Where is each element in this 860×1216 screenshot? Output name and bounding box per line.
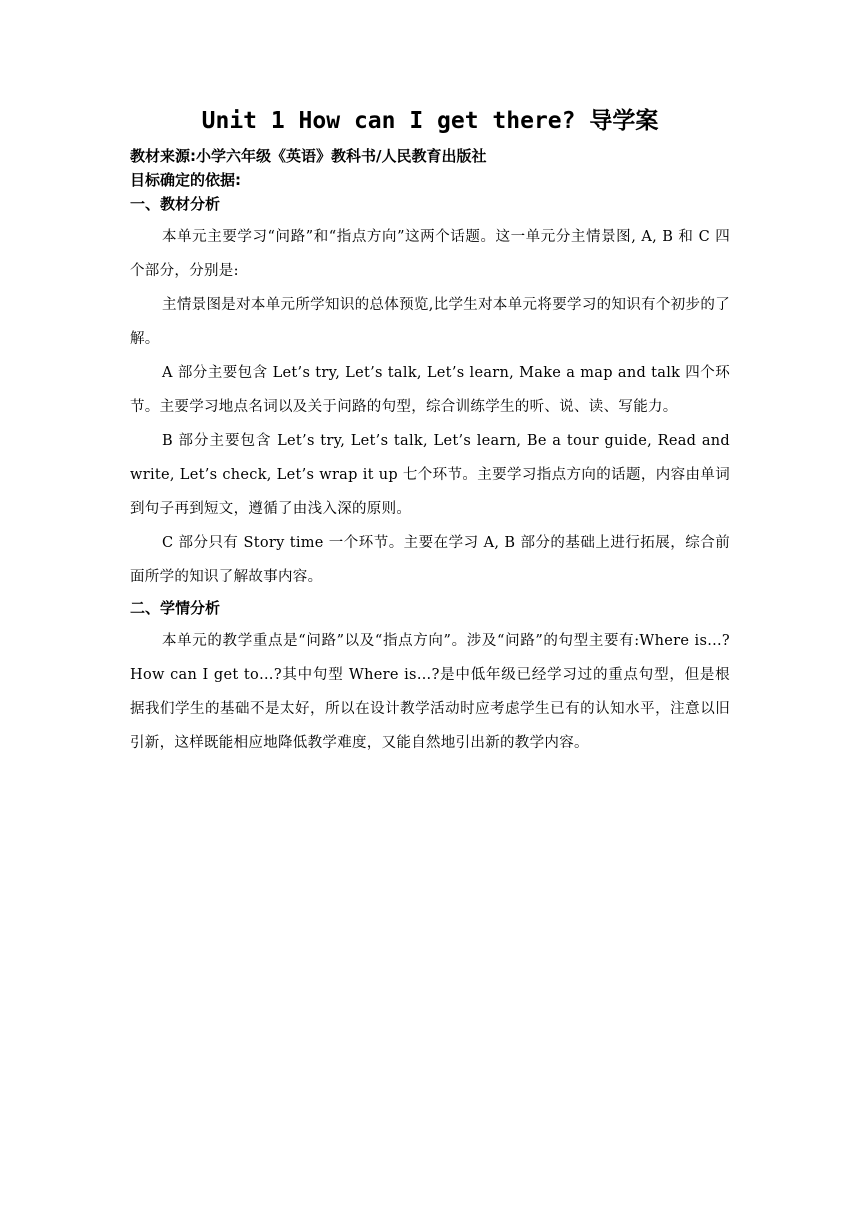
- textbook-source: 教材来源:小学六年级《英语》教科书/人民教育出版社: [130, 147, 487, 165]
- section-heading: 一、教材分析: [130, 195, 221, 213]
- section-heading: 二、学情分析: [130, 599, 221, 617]
- paragraph: B 部分主要包含 Let’s try, Let’s talk, Let’s learn, Be a tour guide, Read and write, Let’s check, Let’s wrap it up 七个环节。主要学习指点方向的话题，内容由单词到句子再到短文，遵循了由浅入深的原则。: [130, 433, 730, 517]
- document-title-english: Unit 1 How can I get there?: [201, 108, 590, 134]
- paragraph: 本单元主要学习“问路”和“指点方向”这两个话题。这一单元分主情景图, A, B 和 C 四个部分，分别是:: [130, 229, 730, 279]
- paragraph: 本单元的教学重点是“问路”以及“指点方向”。涉及“问路”的句型主要有:Where is...? How can I get to…?其中句型 Where is…?是中低年级已经学习过的重点句型，但是根据我们学生的基础不是太好，所以在设计教学活动时应考虑学生已有的认知水平，注意以旧引新，这样既能相应地降低教学难度，又能自然地引出新的教学内容。: [130, 633, 730, 751]
- section-student-analysis: [130, 596, 730, 760]
- paragraph: A 部分主要包含 Let’s try, Let’s talk, Let’s learn, Make a map and talk 四个环节。主要学习地点名词以及关于问路的句型，综合训练学生的听、说、读、写能力。: [130, 365, 730, 415]
- paragraph: 主情景图是对本单元所学知识的总体预览,比学生对本单元将要学习的知识有个初步的了解。: [130, 297, 730, 347]
- document-page: [130, 104, 730, 760]
- document-title: [130, 104, 730, 138]
- basis-label: 目标确定的依据:: [130, 171, 241, 189]
- section-textbook-analysis: [130, 192, 730, 594]
- paragraph: C 部分只有 Story time 一个环节。主要在学习 A, B 部分的基础上进行拓展，综合前面所学的知识了解故事内容。: [130, 535, 730, 585]
- document-title-chinese: 导学案: [589, 108, 659, 134]
